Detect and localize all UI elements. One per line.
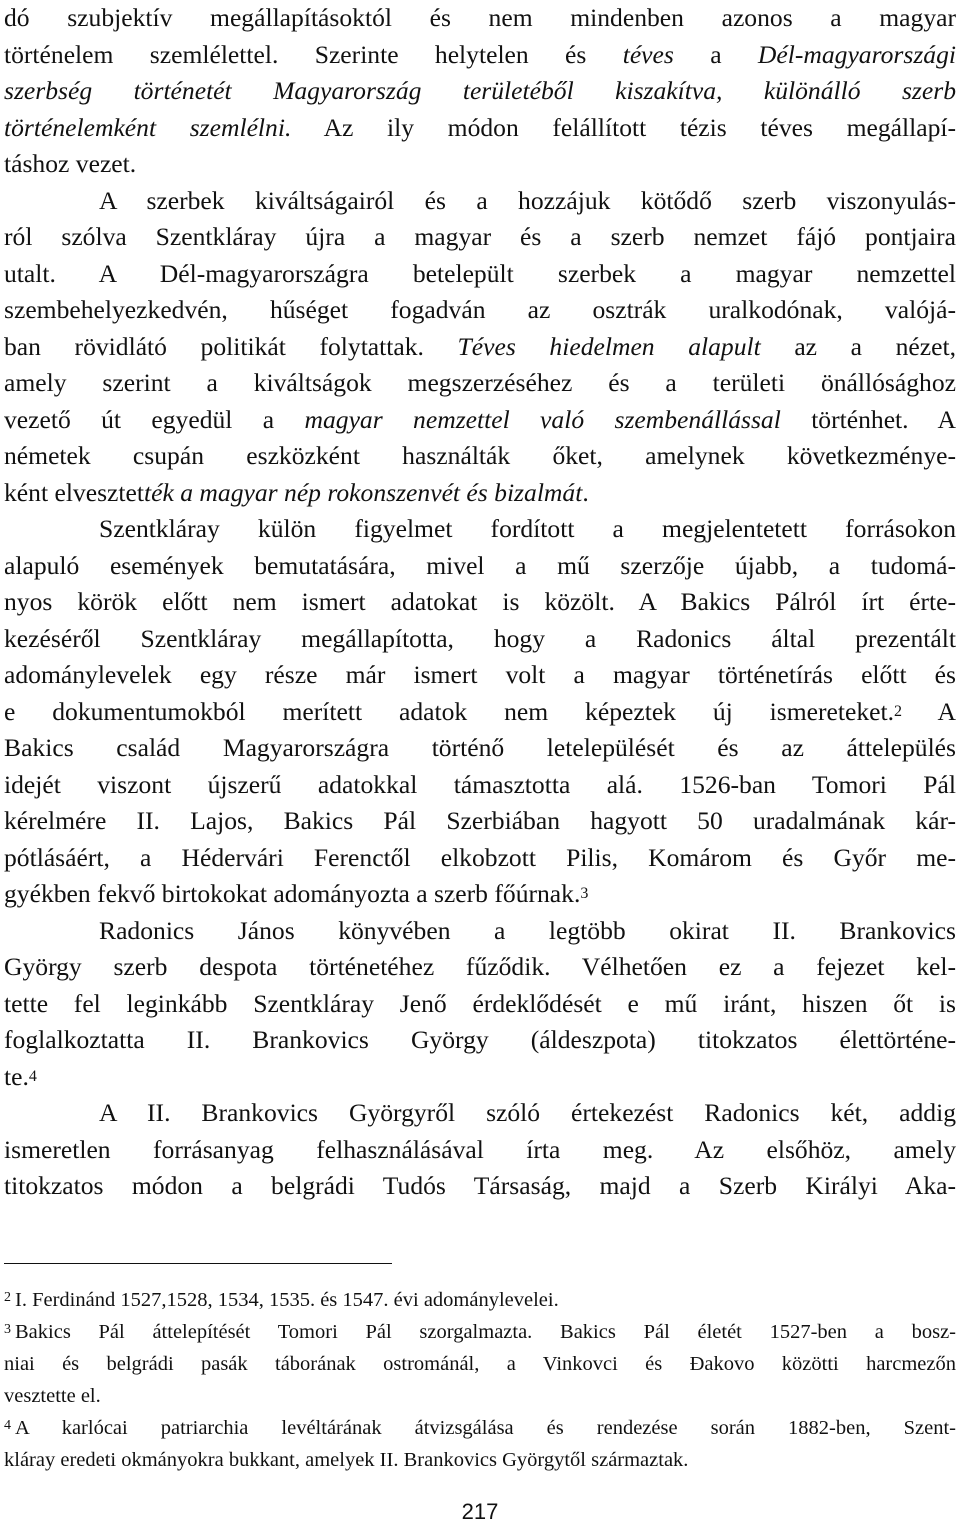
footnote-line: $^2$ I. Ferdinánd 1527,1528, 1534, 1535. és 1547. évi adománylevelei. bbox=[4, 1289, 559, 1311]
emphasis: ték a magyar nép rokonszenvét és bizalmát bbox=[144, 477, 583, 507]
footnote-number: 4 bbox=[4, 1418, 11, 1433]
text-line: A szerbek kiváltságairól és a hozzájuk kötődő szerb viszonyulás- bbox=[99, 185, 956, 215]
emphasis: történelemként szemlélni. bbox=[4, 112, 292, 142]
text-line: táshoz vezet. bbox=[4, 149, 137, 178]
text-line: történelem szemlélettel. Szerinte helytelen és téves a Dél-magyarországi bbox=[4, 39, 956, 69]
footnote-number: 3 bbox=[4, 1322, 11, 1337]
footnote-separator bbox=[4, 1263, 392, 1264]
emphasis: téves bbox=[622, 39, 674, 69]
text-line: ban rövidlátó politikát folytattak. Téves hiedelmen alapult az a nézet, bbox=[4, 331, 956, 361]
page-number: 217 bbox=[461, 1499, 499, 1524]
footnote-ref-2[interactable]: 2 bbox=[894, 702, 903, 720]
emphasis: Dél-magyarországi bbox=[757, 39, 956, 69]
text-line: kérelmére II. Lajos, Bakics Pál Szerbiában hagyott 50 uradalmának kár- bbox=[4, 806, 956, 835]
footnote-line: vesztette el. bbox=[4, 1385, 101, 1407]
footnote-ref-3[interactable]: 3 bbox=[580, 885, 589, 902]
paragraph-3 bbox=[4, 511, 956, 913]
text-line: amely szerint a kiváltságok megszerzéséhez és a területi önállósághoz bbox=[4, 368, 956, 397]
text-line: te.$^4$ bbox=[4, 1061, 37, 1091]
footnote-2 bbox=[4, 1284, 956, 1316]
text-line: dó szubjektív megállapításoktól és nem mindenben azonos a magyar bbox=[4, 3, 956, 32]
text-line: ról szólva Szentkláray újra a magyar és a szerb nemzet fájó pontjaira bbox=[4, 222, 956, 251]
paragraph-4 bbox=[4, 913, 956, 1096]
text-line: adománylevelek egy része már ismert volt a magyar történetírás előtt és bbox=[4, 660, 956, 689]
paragraph-1 bbox=[4, 0, 956, 183]
text-line: alapuló események bemutatására, mivel a mű szerzője újabb, a tudomá- bbox=[4, 550, 956, 580]
text-line: ismeretlen forrásanyag felhasználásával írta meg. Az elsőhöz, amely bbox=[4, 1134, 956, 1164]
text-line: Szentkláray külön figyelmet fordított a megjelentetett forrásokon bbox=[99, 514, 956, 543]
paragraph-5 bbox=[4, 1095, 956, 1205]
text-line: utalt. A Dél-magyarországra betelepült szerbek a magyar nemzettel bbox=[4, 258, 956, 288]
text-line: pótlásáért, a Hédervári Ferenctől elkobzott Pilis, Komárom és Győr me- bbox=[4, 842, 956, 872]
text-line: nyos körök előtt nem ismert adatokat is közölt. A Bakics Pálról írt érte- bbox=[4, 587, 956, 616]
text-line: tette fel leginkább Szentkláray Jenő érdeklődését e mű iránt, hiszen őt is bbox=[4, 988, 956, 1018]
text-line: szembehelyezkedvén, hűséget fogadván az osztrák uralkodónak, valójá- bbox=[4, 295, 956, 324]
emphasis: magyar nemzettel való szembenállással bbox=[304, 404, 781, 434]
footnote-line: niai és belgrádi pasák táborának ostrománál, a Vinkovci és Đakovo közötti harcmezőn bbox=[4, 1353, 956, 1375]
emphasis-line: szerbség történetét Magyarország területéből kiszakítva, különálló szerb bbox=[4, 76, 956, 105]
text-line: vezető út egyedül a magyar nemzettel való szembenállással történhet. A bbox=[4, 404, 956, 434]
emphasis: Téves hiedelmen alapult bbox=[457, 331, 761, 361]
text-line: György szerb despota történetéhez fűződik. Vélhetően ez a fejezet kel- bbox=[4, 952, 956, 981]
text-line: foglalkoztatta II. Brankovics György (áldeszpota) titokzatos élettörténe- bbox=[4, 1025, 956, 1054]
footnote-ref-4[interactable]: 4 bbox=[28, 1067, 37, 1085]
text-line: kezéséről Szentkláray megállapította, hogy a Radonics által prezentált bbox=[4, 623, 956, 653]
footnote-line: kláray eredeti okmányokra bukkant, amelyek II. Brankovics Györgytől származtak. bbox=[4, 1449, 689, 1471]
footnote-4 bbox=[4, 1412, 956, 1476]
footnote-3 bbox=[4, 1316, 956, 1412]
text-line: Bakics család Magyarországra történő letelepülését és az áttelepülés bbox=[4, 733, 956, 762]
text-line: A II. Brankovics Györgyről szóló értekezést Radonics két, addig bbox=[99, 1098, 956, 1127]
footnotes bbox=[4, 1284, 956, 1476]
text-line: történelemként szemlélni. Az ily módon felállított tézis téves megállapí- bbox=[4, 112, 957, 142]
text-line: e dokumentumokból merített adatok nem képeztek új ismereteket.$^2$ A bbox=[4, 696, 956, 726]
footnote-line: $^4$ A karlócai patriarchia levéltárának átvizsgálása és rendezése során 1882-ben, Szent- bbox=[4, 1417, 956, 1439]
body-text bbox=[4, 0, 956, 1205]
footnote-line: $^3$ Bakics Pál áttelepítését Tomori Pál szorgalmazta. Bakics Pál életét 1527-ben a bosz- bbox=[4, 1321, 956, 1343]
text-line: gyékben fekvő birtokokat adományozta a szerb főúrnak.$^3$ bbox=[4, 879, 589, 908]
text-line: titokzatos módon a belgrádi Tudós Társaság, majd a Szerb Királyi Aka- bbox=[4, 1171, 956, 1200]
paragraph-2 bbox=[4, 183, 956, 512]
text-line: idejét viszont újszerű adatokkal támasztotta alá. 1526-ban Tomori Pál bbox=[4, 769, 956, 799]
text-line: ként elvesztették a magyar nép rokonszenvét és bizalmát. bbox=[4, 477, 589, 507]
text-line: Radonics János könyvében a legtöbb okirat II. Brankovics bbox=[99, 915, 956, 945]
text-line: németek csupán eszközként használták őket, amelynek következménye- bbox=[4, 441, 956, 470]
footnote-number: 2 bbox=[4, 1290, 11, 1305]
